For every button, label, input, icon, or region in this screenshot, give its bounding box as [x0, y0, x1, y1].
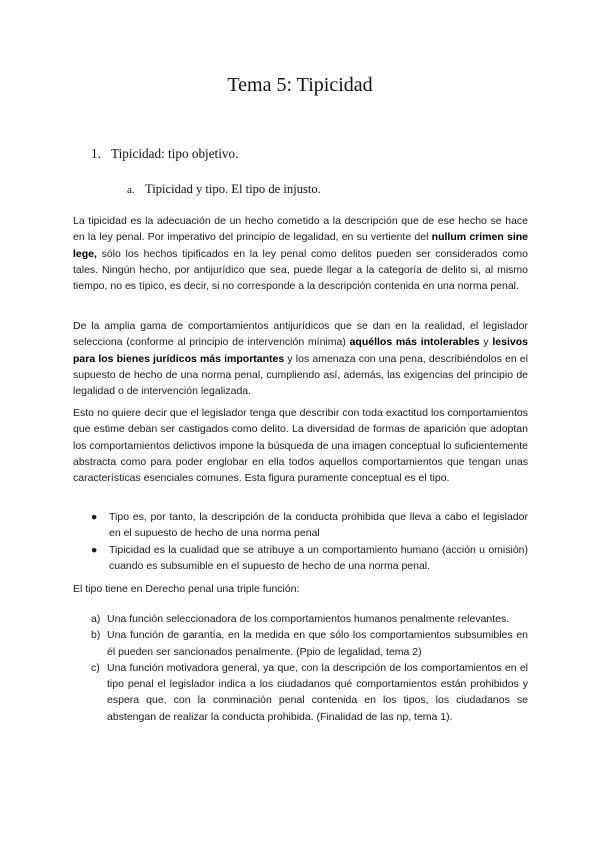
page-title: Tema 5: Tipicidad: [227, 74, 373, 96]
p2-bold-2: lesivos para los bienes jurídicos más importantes: [73, 336, 528, 365]
list-item: [91, 509, 528, 542]
p1-text-1: La tipicidad es la adecuación de un hecho cometido a la descripción que de ese hecho se hace en la ley penal. Por imperativo del principio de legalidad, en su vertiente del: [73, 215, 528, 244]
p1-bold-1: nullum crimen sine lege,: [73, 231, 528, 260]
subsection-heading: [127, 182, 321, 197]
paragraph-1: [73, 213, 528, 294]
list-text: Una función de garantía, en la medida en que sólo los comportamientos subsumibles en él pueden ser sancionados penalmente. (Ppio de legalidad, tema 2): [107, 629, 528, 658]
paragraph-4: El tipo tiene en Derecho penal una triple función:: [73, 583, 300, 595]
bullet-icon: ●: [91, 511, 98, 523]
section-heading: [91, 146, 238, 162]
list-letter: a): [91, 613, 101, 625]
section-number: 1.: [91, 146, 101, 161]
list-text: Una función seleccionadora de los comportamientos humanos penalmente relevantes.: [107, 613, 510, 625]
p2-text-3: y los amenaza con una pena, describiéndolos en el supuesto de hecho de una norma penal, cumpliendo así, además, las exigencias del principio de legalidad o de intervención legalizada.: [73, 352, 528, 398]
p1-text-2: sólo los hechos tipificados en la ley penal como delitos pueden ser considerados como tales. Ningún hecho, por antijurídico que sea, puede llegar a la categoría de delito si, al mismo tiempo, no es típico, es decir, si no corresponde a la descripción contenida en una norma penal.: [73, 247, 528, 293]
subsection-title: Tipicidad y tipo. El tipo de injusto.: [145, 182, 321, 196]
list-item: [91, 542, 528, 575]
section-title: Tipicidad: tipo objetivo.: [111, 146, 239, 161]
list-item: [91, 660, 528, 725]
bullet-text: Tipicidad es la cualidad que se atribuye a un comportamiento humano (acción u omisión) cuando es subsumible en el supuesto de hecho de una norma penal.: [109, 543, 528, 572]
bullet-list: [91, 509, 528, 574]
list-letter: b): [91, 629, 101, 642]
list-item: [91, 627, 528, 660]
bullet-icon: ●: [91, 543, 98, 556]
list-text: Una función motivadora general, ya que, con la descripción de los comportamientos en el tipo penal el legislador indica a los ciudadanos qué comportamientos están prohibidos y espera que, con la conminación penal contenida en los tipos, los ciudadanos se abstengan de realizar la conducta prohibida. (Finalidad de las np, tema 1).: [107, 661, 528, 723]
paragraph-3: Esto no quiere decir que el legislador tenga que describir con toda exactitud los comportamientos que estime deban ser castigados como delito. La diversidad de formas de aparición que adoptan los comportamientos delictivos impone la búsqueda de una imagen conceptual lo suficientemente abstracta como para poder englobar en ella todos aquellos comportamientos que tengan unas características esenciales comunes. Esta figura puramente conceptual es el tipo.: [73, 407, 528, 485]
bullet-text: Tipo es, por tanto, la descripción de la conducta prohibida que lleva a cabo el legislador en el supuesto de hecho de una norma penal: [109, 511, 528, 540]
p2-text-2: y: [479, 336, 493, 349]
paragraph-2: [73, 318, 528, 399]
list-letter: c): [91, 661, 100, 674]
p2-bold-1: aquéllos más intolerables: [349, 336, 480, 349]
function-list: [91, 611, 528, 725]
p2-text-1: De la amplia gama de comportamientos antijurídicos que se dan en la realidad, el legislador selecciona (conforme al principio de intervención mínima): [73, 320, 528, 349]
list-item: [91, 611, 528, 627]
subsection-number: a.: [127, 184, 135, 196]
